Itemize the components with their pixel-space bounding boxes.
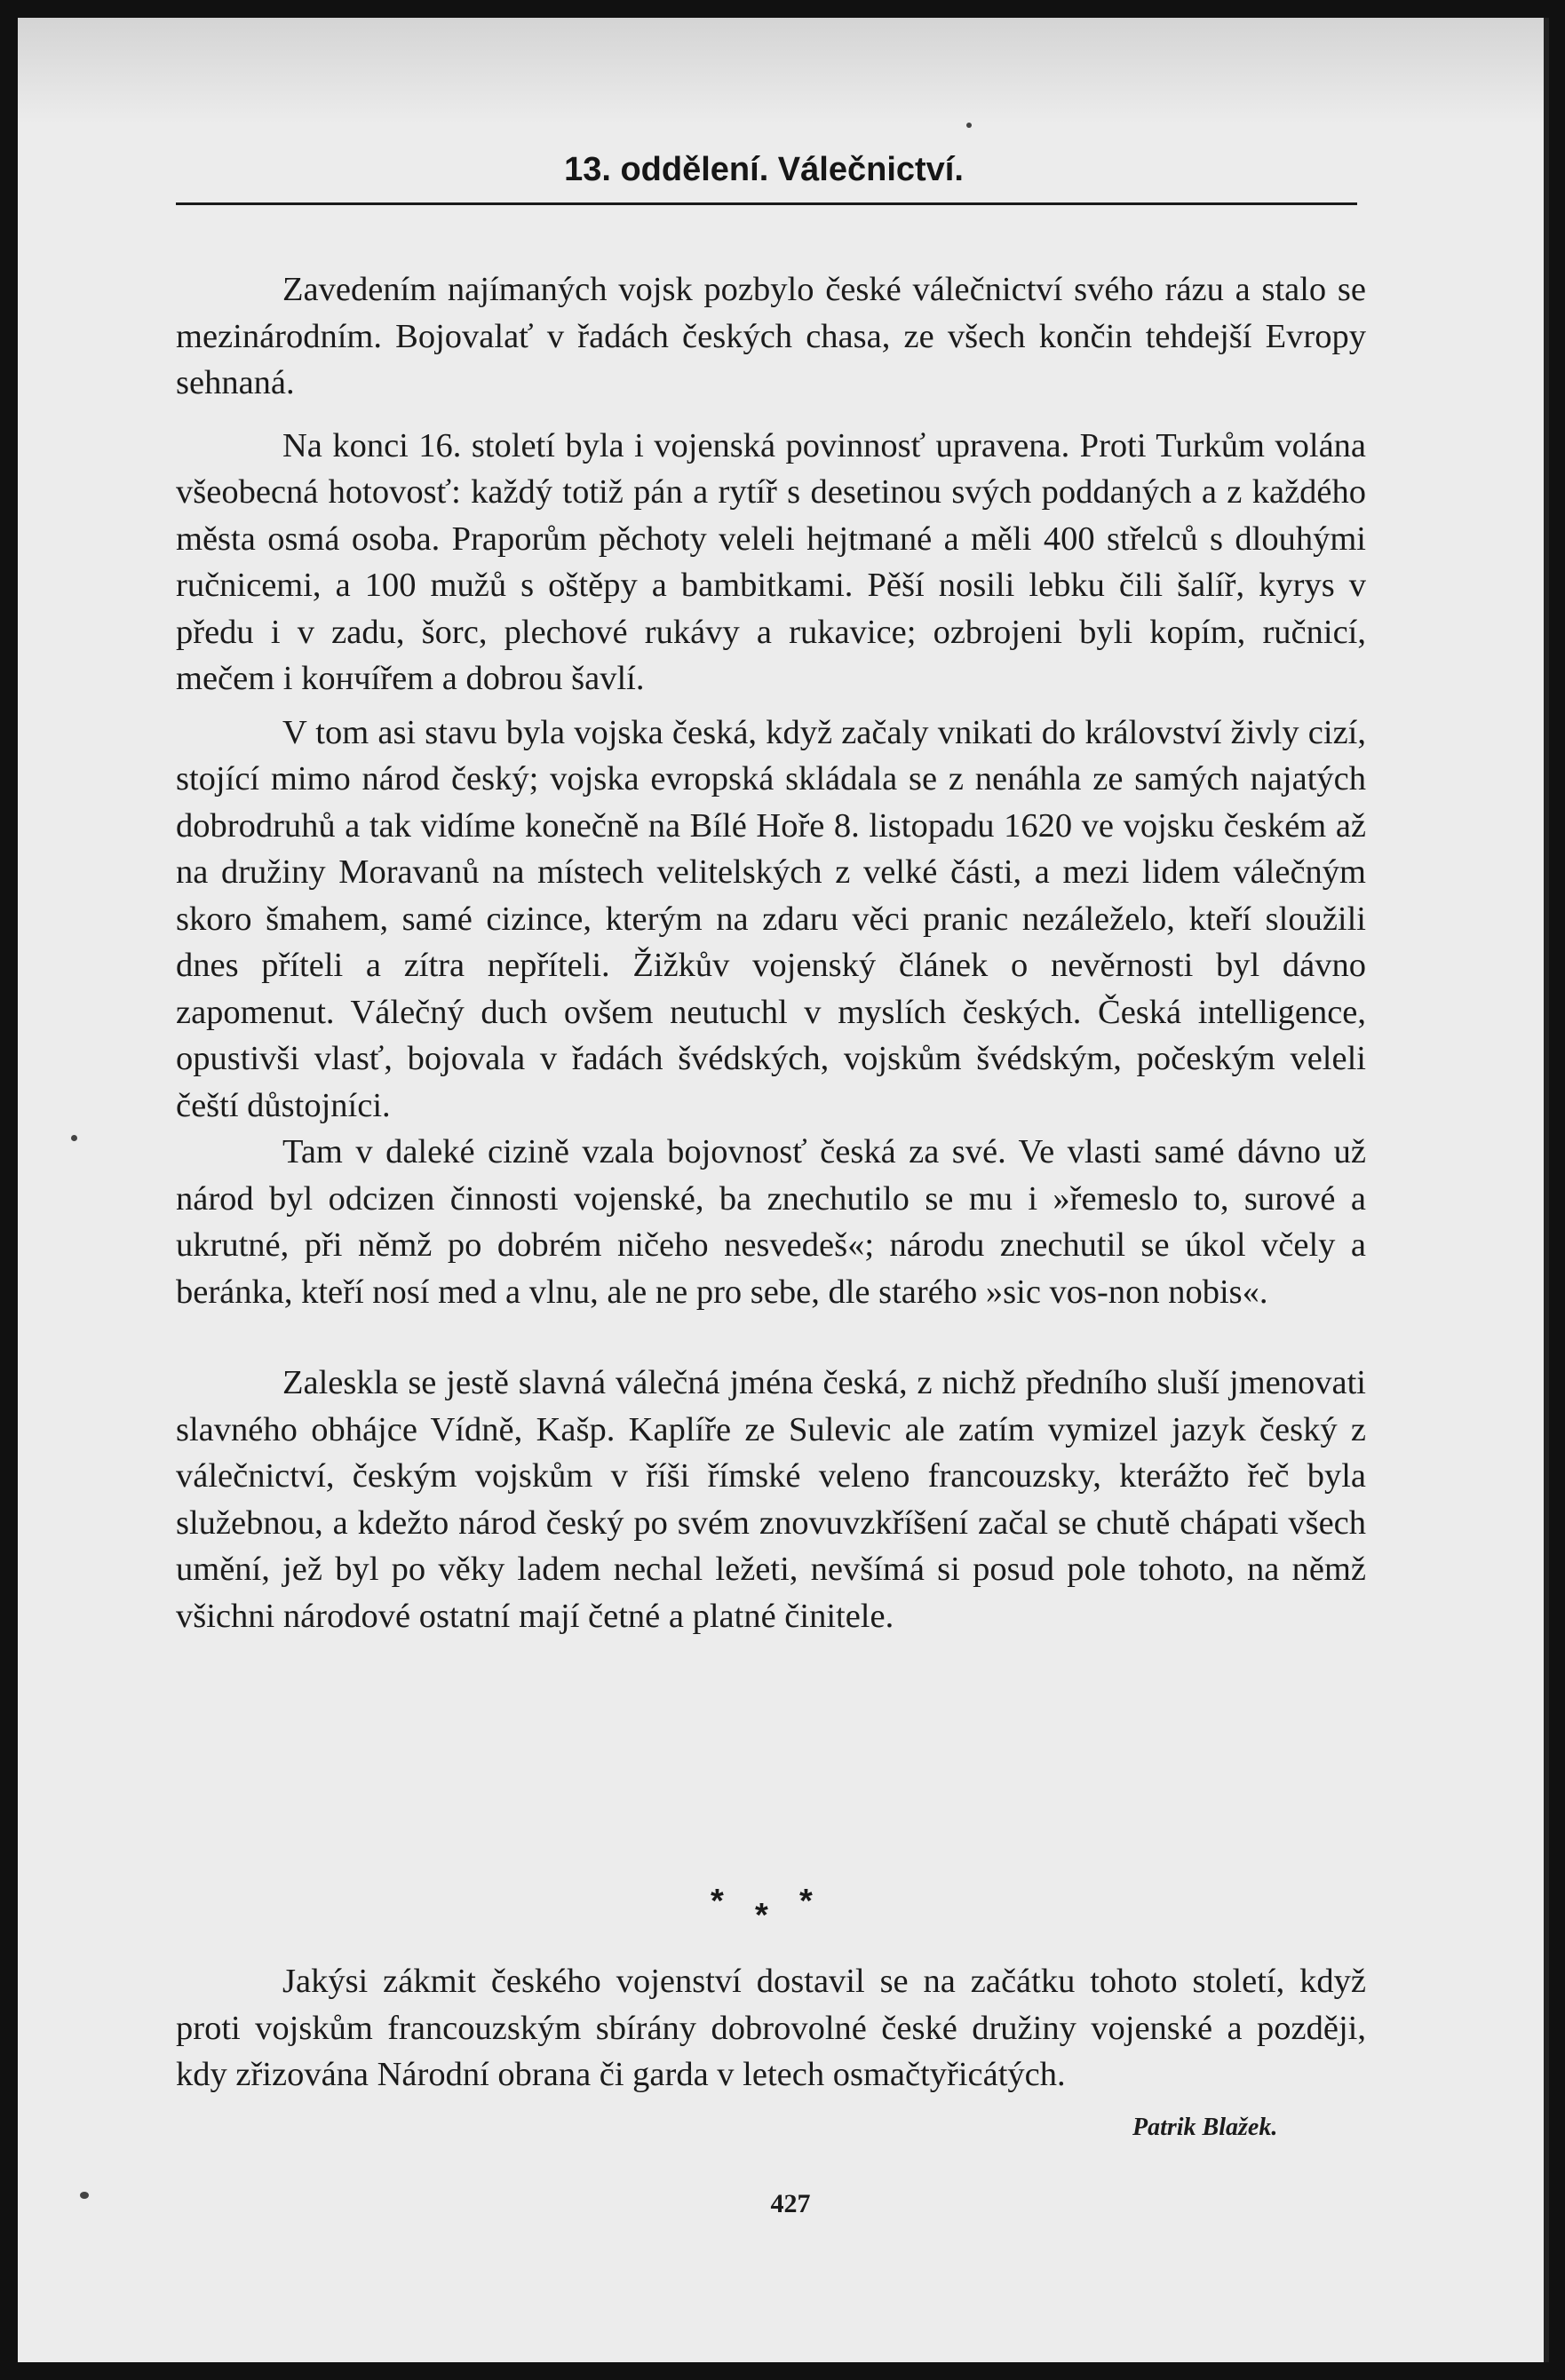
paragraph-1: Zavedením najímaných vojsk pozbylo české válečnictví svého rázu a stalo se mezinárodním. Bojovalať v řadách českých chasa, ze všech končin tehdejší Evropy sehnaná.: [176, 271, 1366, 401]
paragraph-3: V tom asi stavu byla vojska česká, když začaly vnikati do království živly cizí, stojící mimo národ český; vojska evropská skládala se z nenáhla ze samých najatých dobrodruhů a tak vidíme konečně na Bílé Hoře 8. listopadu 1620 ve vojsku českém až na družiny Moravanů na místech velitelských z velké části, a mezi lidem válečným skoro šmahem, samé cizince, kterým na zdaru věci pranic nezáleželo, kteří sloužili dnes příteli a zítra nepříteli. Žižkův vojenský článek o nevěrnosti byl dávno zapomenut. Válečný duch ovšem neutuchl v myslích českých. Česká intelligence, opustivši vlasť, bojovala v řadách švédských, vojskům švédským, počeským veleli čeští důstojníci.: [176, 713, 1366, 1124]
scan-speck: [71, 1135, 77, 1141]
page-number: 427: [770, 2189, 811, 2218]
author-signature: Patrik Blažek.: [1132, 2114, 1278, 2141]
separator-star-right: *: [799, 1883, 813, 1920]
separator-star-left: *: [711, 1883, 724, 1920]
closing-section: [176, 1958, 1366, 2098]
scanned-page: [18, 18, 1549, 2362]
section-separator: [693, 1883, 853, 1936]
paragraph-4: Tam v daleké cizině vzala bojovnosť česká za své. Ve vlasti samé dávno už národ byl odcizen činnosti vojenské, ba znechutilo se mu i »řemeslo to, surové a ukrutné, při němž po dobrém ničeho nesvedeš«; národu znechutil se úkol včely a beránka, kteří nosí med a vlnu, ale ne pro sebe, dle starého »sic vos-non nobis«.: [176, 1133, 1366, 1311]
paragraph-2: Na konci 16. století byla i vojenská povinnosť upravena. Proti Turkům volána všeobecná hotovosť: každý totiž pán a rytíř s desetinou svých poddaných a z každého města osmá osoba. Praporům pěchoty veleli hejtmané a měli 400 střelců s dlouhými ručnicemi, a 100 mužů s oštěpy a bambitkami. Pěší nosili lebku čili šalíř, kyrys v předu i v zadu, šorc, plechové rukávy a rukavice; ozbrojeni byli kopím, ručnicí, mečem i kончířem a dobrou šavlí.: [176, 426, 1366, 697]
separator-star-middle: *: [755, 1897, 768, 1934]
closing-paragraph: Jakýsi zákmit českého vojenství dostavil se na začátku tohoto století, když proti vojskům francouzským sbírány dobrovolné české družiny vojenské a později, kdy zřizována Národní obrana či garda v letech osmačtyřicátých.: [176, 1963, 1366, 2093]
scan-speck: [966, 123, 972, 128]
page-header-title: 13. oddělení. Válečnictví.: [564, 151, 964, 188]
article-body: [176, 266, 1366, 1639]
header-rule: [176, 202, 1357, 205]
paragraph-5: Zaleskla se jestě slavná válečná jména česká, z nichž předního sluší jmenovati slavného obhájce Vídně, Kašp. Kaplíře ze Sulevic ale zatím vymizel jazyk český z válečnictví, českým vojskům v říši římské veleno francouzsky, kterážto řeč byla služebnou, a kdežto národ český po svém znovuvzkříšení začal se chutě chápati všech umění, jež byl po věky ladem nechal ležeti, nevšímá si posud pole tohoto, na němž všichni národové ostatní mají četné a platné činitele.: [176, 1364, 1366, 1635]
scan-speck: [80, 2192, 89, 2199]
